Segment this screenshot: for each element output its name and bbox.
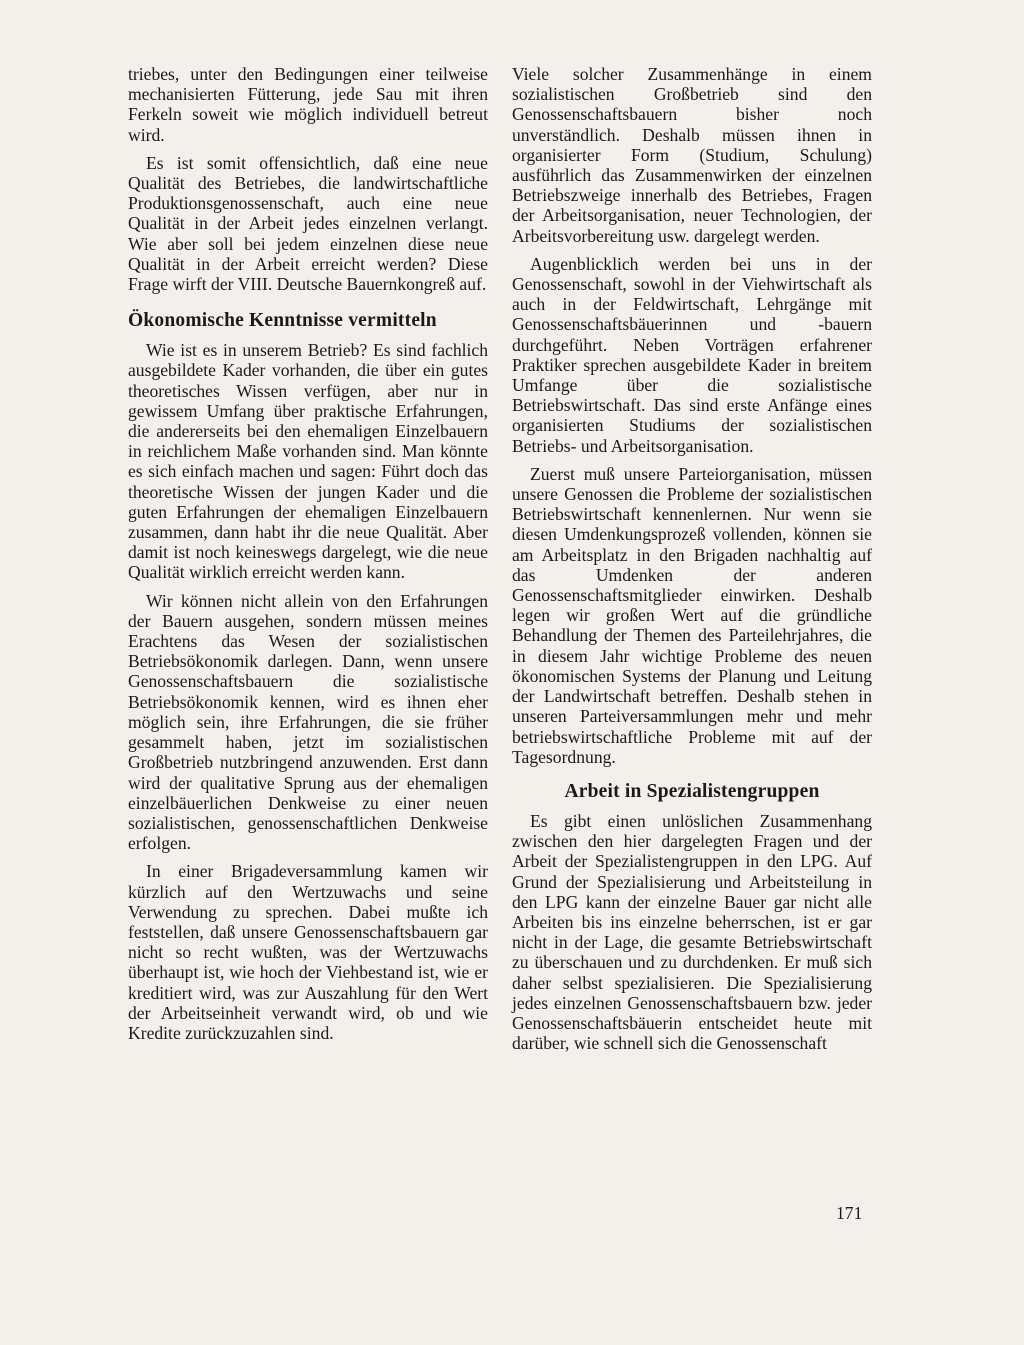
paragraph: Es ist somit offensichtlich, daß eine neue Qualität des Betriebes, die landwirtschaftliche Produktionsgenossenschaft, auch eine neue Qualität in der Arbeit jedes einzelnen verlangt. Wie aber soll bei jedem einzelnen diese neue Qualität in der Arbeit erreicht werden? Diese Frage wirft der VIII. Deutsche Bauernkongreß auf. xyxy=(128,152,488,295)
paragraph: Es gibt einen unlöslichen Zusammenhang zwischen den hier dargelegten Fragen und der Arbeit der Spezialistengruppen in den LPG. Auf Grund der Spezialisierung und Arbeitsteilung in den LPG kann der einzelne Bauer gar nicht alle Arbeiten bis ins einzelne beherrschen, ist er gar nicht in der Lage, die gesamte Betriebswirtschaft zu überschauen und zu durchdenken. Er muß sich daher selbst spezialisieren. Die Spezialisierung jedes einzelnen Genossenschaftsbauern bzw. jeder Genossenschaftsbäuerin entscheidet heute mit darüber, wie schnell sich die Genossenschaft xyxy=(512,810,872,1054)
right-column xyxy=(512,64,872,1061)
left-column xyxy=(128,64,488,1051)
paragraph: Augenblicklich werden bei uns in der Genossenschaft, sowohl in der Viehwirtschaft als auch in der Feldwirtschaft, Lehrgänge mit Genossenschaftsbäuerinnen und -bauern durchgeführt. Neben Vorträgen erfahrener Praktiker sprechen ausgebildete Kader in breitem Umfange über die sozialistische Betriebswirtschaft. Das sind erste Anfänge eines organisierten Studiums der sozialistischen Betriebs- und Arbeitsorganisation. xyxy=(512,253,872,456)
paragraph: Wir können nicht allein von den Erfahrungen der Bauern ausgehen, sondern müssen meines Erachtens das Wesen der sozialistischen Betriebsökonomik darlegen. Dann, wenn unsere Genossenschaftsbauern die sozialistische Betriebsökonomik kennen, wird es ihnen eher möglich sein, ihre Erfahrungen, die sie früher gesammelt haben, jetzt im sozialistischen Großbetrieb nutzbringend anzuwenden. Erst dann wird der qualitative Sprung aus der ehemaligen einzelbäuerlichen Denkweise zu einer neuen sozialistischen, genossenschaftlichen Denkweise erfolgen. xyxy=(128,590,488,854)
section-heading: Arbeit in Spezialistengruppen xyxy=(564,780,820,802)
page-number: 171 xyxy=(836,1203,863,1223)
paragraph: Wie ist es in unserem Betrieb? Es sind fachlich ausgebildete Kader vorhanden, die über ein gutes theoretisches Wissen verfügen, aber nur in gewissem Umfang über praktische Erfahrungen, die andererseits bei den ehemaligen Einzelbauern in reichlichem Maße vorhanden sind. Man könnte es sich einfach machen und sagen: Führt doch das theoretische Wissen der jungen Kader und die guten Erfahrungen der ehemaligen Einzelbauern zusammen, dann habt ihr die neue Qualität. Aber damit ist noch keineswegs dargelegt, wie die neue Qualität wirklich erreicht werden kann. xyxy=(128,340,488,583)
paragraph: Zuerst muß unsere Parteiorganisation, müssen unsere Genossen die Probleme der sozialistischen Betriebswirtschaft kennenlernen. Nur wenn sie diesen Umdenkungsprozeß vollenden, können sie am Arbeitsplatz in den Brigaden nachhaltig auf das Umdenken der anderen Genossenschaftsmitglieder einwirken. Deshalb legen wir großen Wert auf die gründliche Behandlung der Themen des Parteilehrjahres, die in diesem Jahr wichtige Probleme des neuen ökonomischen Systems der Planung und Leitung der Landwirtschaft betreffen. Deshalb stehen in unseren Parteiversammlungen mehr und mehr betriebswirtschaftliche Probleme mit auf der Tagesordnung. xyxy=(512,463,872,767)
paragraph: Viele solcher Zusammenhänge in einem sozialistischen Großbetrieb sind den Genossenschaftsbauern bisher noch unverständlich. Deshalb müssen ihnen in organisierter Form (Studium, Schulung) ausführlich das Zusammenwirken der einzelnen Betriebszweige innerhalb des Betriebes, Fragen der Arbeitsorganisation, neuer Technologien, der Arbeitsvorbereitung usw. dargelegt werden. xyxy=(512,64,872,246)
section-heading: Ökonomische Kenntnisse vermitteln xyxy=(128,310,437,332)
paragraph: triebes, unter den Bedingungen einer teilweise mechanisierten Fütterung, jede Sau mit ihren Ferkeln soweit wie möglich individuell betreut wird. xyxy=(128,64,488,145)
paragraph: In einer Brigadeversammlung kamen wir kürzlich auf den Wertzuwachs und seine Verwendung zu sprechen. Dabei mußte ich feststellen, daß unsere Genossenschaftsbauern gar nicht so recht wußten, was der Wertzuwachs überhaupt ist, wie hoch der Viehbestand ist, wie er kreditiert wird, was zur Auszahlung für den Wert der Arbeitseinheit verwandt wird, ob und wie Kredite zurückzuzahlen sind. xyxy=(128,861,488,1043)
